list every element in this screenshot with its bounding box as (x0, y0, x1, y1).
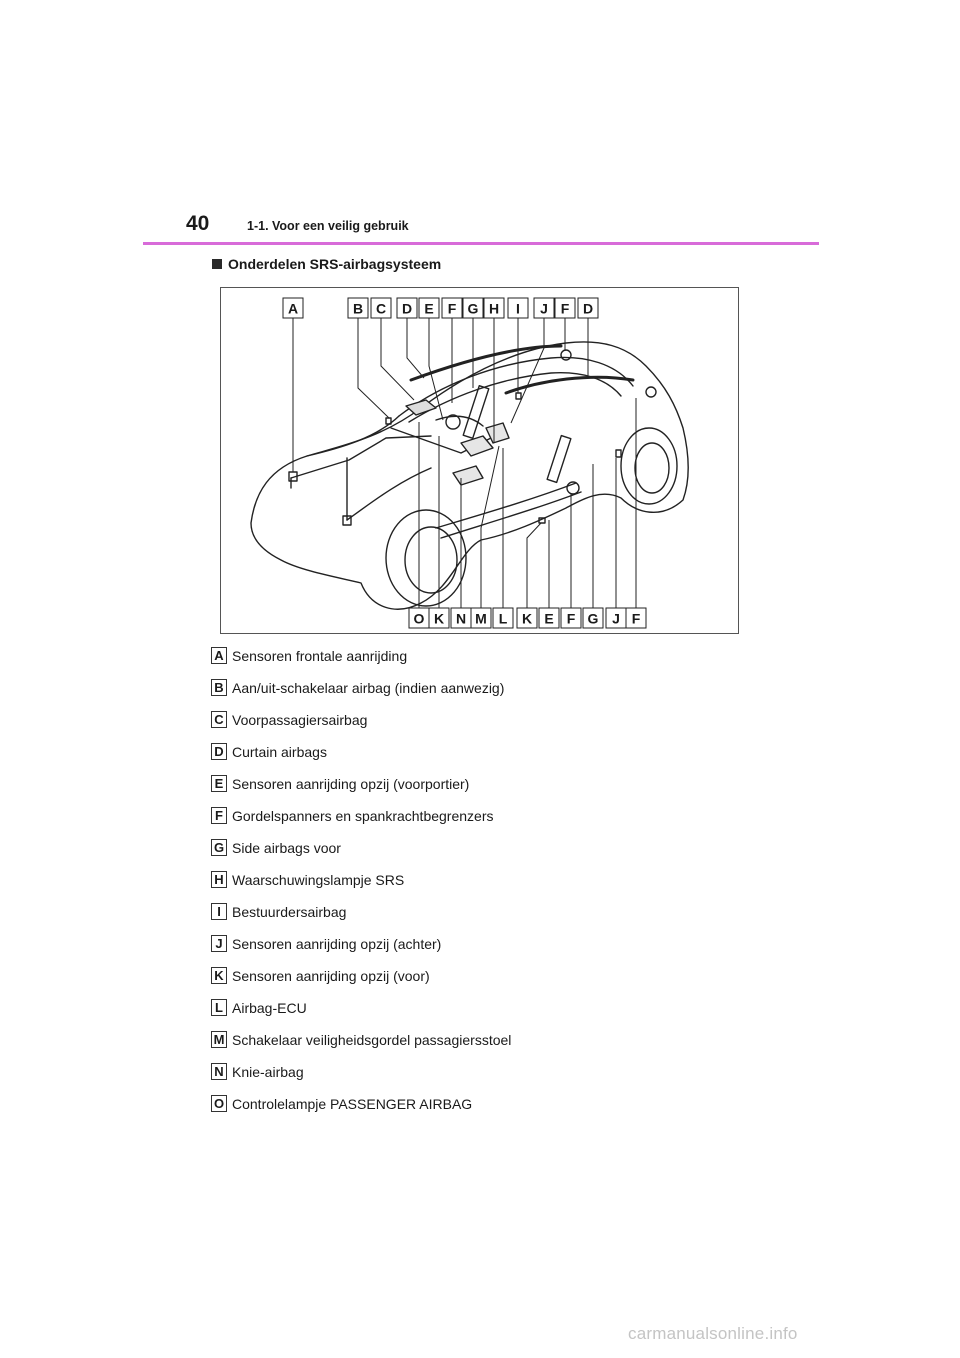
svg-text:F: F (566, 610, 576, 627)
legend-item (211, 870, 771, 902)
legend-item (211, 678, 771, 710)
svg-text:H: H (488, 300, 500, 317)
svg-text:F: F (631, 610, 641, 627)
legend-key: L (211, 999, 227, 1016)
legend-key: N (211, 1063, 227, 1080)
svg-text:E: E (424, 300, 434, 317)
svg-text:O: O (413, 610, 425, 627)
bottom-label-7 (561, 608, 581, 628)
section-heading (212, 256, 441, 272)
svg-text:C: C (375, 300, 387, 317)
legend-text: Gordelspanners en spankrachtbegrenzers (232, 808, 494, 824)
legend-key: B (211, 679, 227, 696)
legend-list (211, 646, 771, 1126)
svg-text:D: D (401, 300, 413, 317)
legend-text: Waarschuwingslampje SRS (232, 872, 405, 888)
svg-text:J: J (612, 610, 620, 627)
svg-text:F: F (560, 300, 570, 317)
svg-text:F: F (447, 300, 457, 317)
legend-text: Sensoren frontale aanrijding (232, 648, 408, 664)
svg-text:D: D (582, 300, 594, 317)
svg-text:L: L (498, 610, 508, 627)
svg-text:K: K (521, 610, 533, 627)
svg-text:B: B (352, 300, 364, 317)
top-label-10 (555, 298, 575, 318)
chapter-title: 1-1. Voor een veilig gebruik (247, 219, 409, 233)
section-heading-text: Onderdelen SRS-airbagsysteem (228, 256, 442, 272)
top-label-0 (283, 298, 303, 318)
legend-text: Schakelaar veiligheidsgordel passagiersstoel (232, 1032, 512, 1048)
legend-key: E (211, 775, 227, 792)
bottom-label-4 (493, 608, 513, 628)
top-label-7 (484, 298, 504, 318)
legend-item (211, 742, 771, 774)
bottom-label-1 (429, 608, 449, 628)
legend-key: I (211, 903, 227, 920)
bottom-label-10 (626, 608, 646, 628)
page-number: 40 (186, 212, 210, 235)
svg-text:G: G (467, 300, 479, 317)
legend-text: Curtain airbags (232, 744, 327, 760)
legend-item (211, 774, 771, 806)
legend-text: Controlelampje PASSENGER AIRBAG (232, 1096, 473, 1112)
top-label-6 (463, 298, 483, 318)
legend-key: G (211, 839, 227, 856)
top-label-3 (397, 298, 417, 318)
top-label-8 (508, 298, 528, 318)
legend-item (211, 966, 771, 998)
header-divider (143, 242, 819, 245)
svg-text:N: N (455, 610, 467, 627)
legend-text: Knie-airbag (232, 1064, 304, 1080)
legend-text: Aan/uit-schakelaar airbag (indien aanwezig) (232, 680, 505, 696)
bottom-label-9 (606, 608, 626, 628)
legend-text: Bestuurdersairbag (232, 904, 347, 920)
airbag-diagram (220, 287, 739, 634)
legend-key: J (211, 935, 227, 952)
legend-text: Sensoren aanrijding opzij (voorportier) (232, 776, 470, 792)
legend-item (211, 1062, 771, 1094)
legend-item (211, 1030, 771, 1062)
legend-text: Side airbags voor (232, 840, 341, 856)
svg-text:A: A (287, 300, 299, 317)
top-label-4 (419, 298, 439, 318)
legend-item (211, 902, 771, 934)
top-label-1 (348, 298, 368, 318)
svg-text:G: G (587, 610, 599, 627)
legend-key: A (211, 647, 227, 664)
top-label-11 (578, 298, 598, 318)
svg-text:J: J (540, 300, 548, 317)
top-label-5 (442, 298, 462, 318)
top-label-2 (371, 298, 391, 318)
bottom-label-group (409, 608, 646, 628)
square-bullet-icon (212, 259, 222, 269)
legend-text: Airbag-ECU (232, 1000, 307, 1016)
svg-text:K: K (433, 610, 445, 627)
bottom-label-3 (471, 608, 491, 628)
bottom-label-5 (517, 608, 537, 628)
legend-item (211, 710, 771, 742)
legend-key: O (211, 1095, 227, 1112)
top-label-group (283, 298, 598, 318)
car-illustration (221, 288, 738, 633)
legend-item (211, 998, 771, 1030)
legend-text: Voorpassagiersairbag (232, 712, 368, 728)
bottom-label-0 (409, 608, 429, 628)
legend-key: K (211, 967, 227, 984)
legend-key: C (211, 711, 227, 728)
watermark: carmanualsonline.info (628, 1324, 798, 1343)
bottom-label-2 (451, 608, 471, 628)
svg-text:E: E (544, 610, 554, 627)
svg-text:M: M (475, 610, 487, 627)
legend-text: Sensoren aanrijding opzij (voor) (232, 968, 430, 984)
top-label-9 (534, 298, 554, 318)
legend-key: M (211, 1031, 227, 1048)
legend-text: Sensoren aanrijding opzij (achter) (232, 936, 442, 952)
legend-item (211, 806, 771, 838)
bottom-label-6 (539, 608, 559, 628)
legend-key: D (211, 743, 227, 760)
legend-item (211, 934, 771, 966)
legend-item (211, 1094, 771, 1126)
bottom-label-8 (583, 608, 603, 628)
legend-key: F (211, 807, 227, 824)
legend-key: H (211, 871, 227, 888)
legend-item (211, 646, 771, 678)
legend-item (211, 838, 771, 870)
svg-text:I: I (516, 300, 520, 317)
